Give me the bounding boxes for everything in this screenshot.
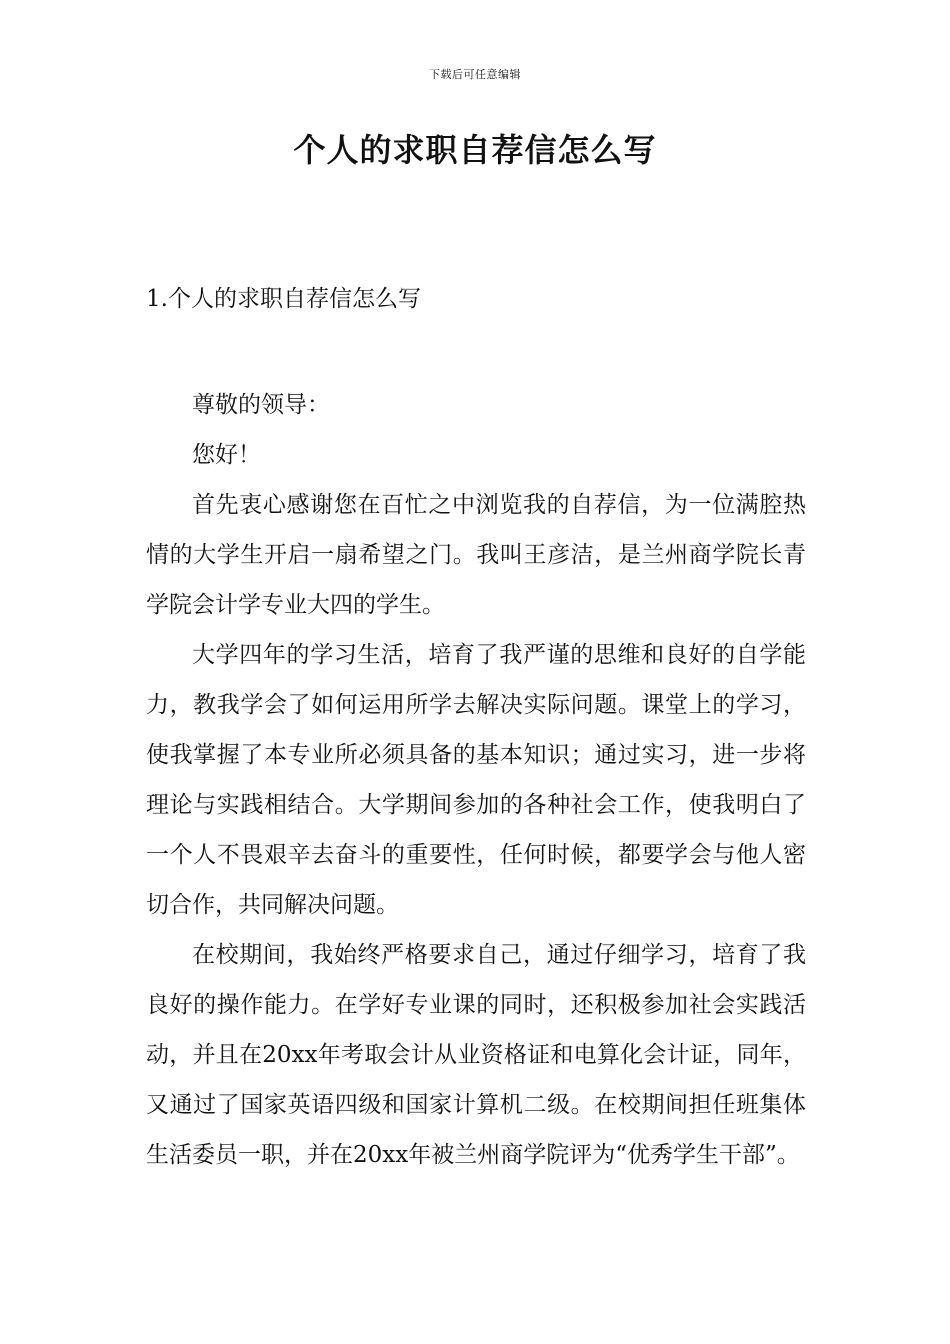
body-paragraph: 大学四年的学习生活，培育了我严谨的思维和良好的自学能力，教我学会了如何运用所学去解决实际问题。课堂上的学习，使我掌握了本专业所必须具备的基本知识；通过实习，进一步将理论与实践相结合。大学期间参加的各种社会工作，使我明白了一个人不畏艰辛去奋斗的重要性，任何时候，都要学会与他人密切合作，共同解决问题。: [146, 642, 806, 918]
greeting: 您好！: [192, 442, 261, 468]
body-paragraph: 首先衷心感谢您在百忙之中浏览我的自荐信，为一位满腔热情的大学生开启一扇希望之门。我叫王彦洁，是兰州商学院长青学院会计学专业大四的学生。: [146, 492, 806, 618]
page-title: 个人的求职自荐信怎么写: [293, 131, 657, 169]
body-paragraph: 在校期间，我始终严格要求自己，通过仔细学习，培育了我良好的操作能力。在学好专业课的同时，还积极参加社会实践活动，并且在20xx年考取会计从业资格证和电算化会计证，同年，又通过了国家英语四级和国家计算机二级。在校期间担任班集体生活委员一职，并在20xx年被兰州商学院评为“优秀学生干部”。: [146, 942, 806, 1168]
header-note: 下载后可任意编辑: [429, 68, 521, 81]
section-heading: 1.个人的求职自荐信怎么写: [146, 286, 421, 312]
letter-body: [146, 380, 806, 1180]
salutation: 尊敬的领导：: [192, 392, 330, 418]
